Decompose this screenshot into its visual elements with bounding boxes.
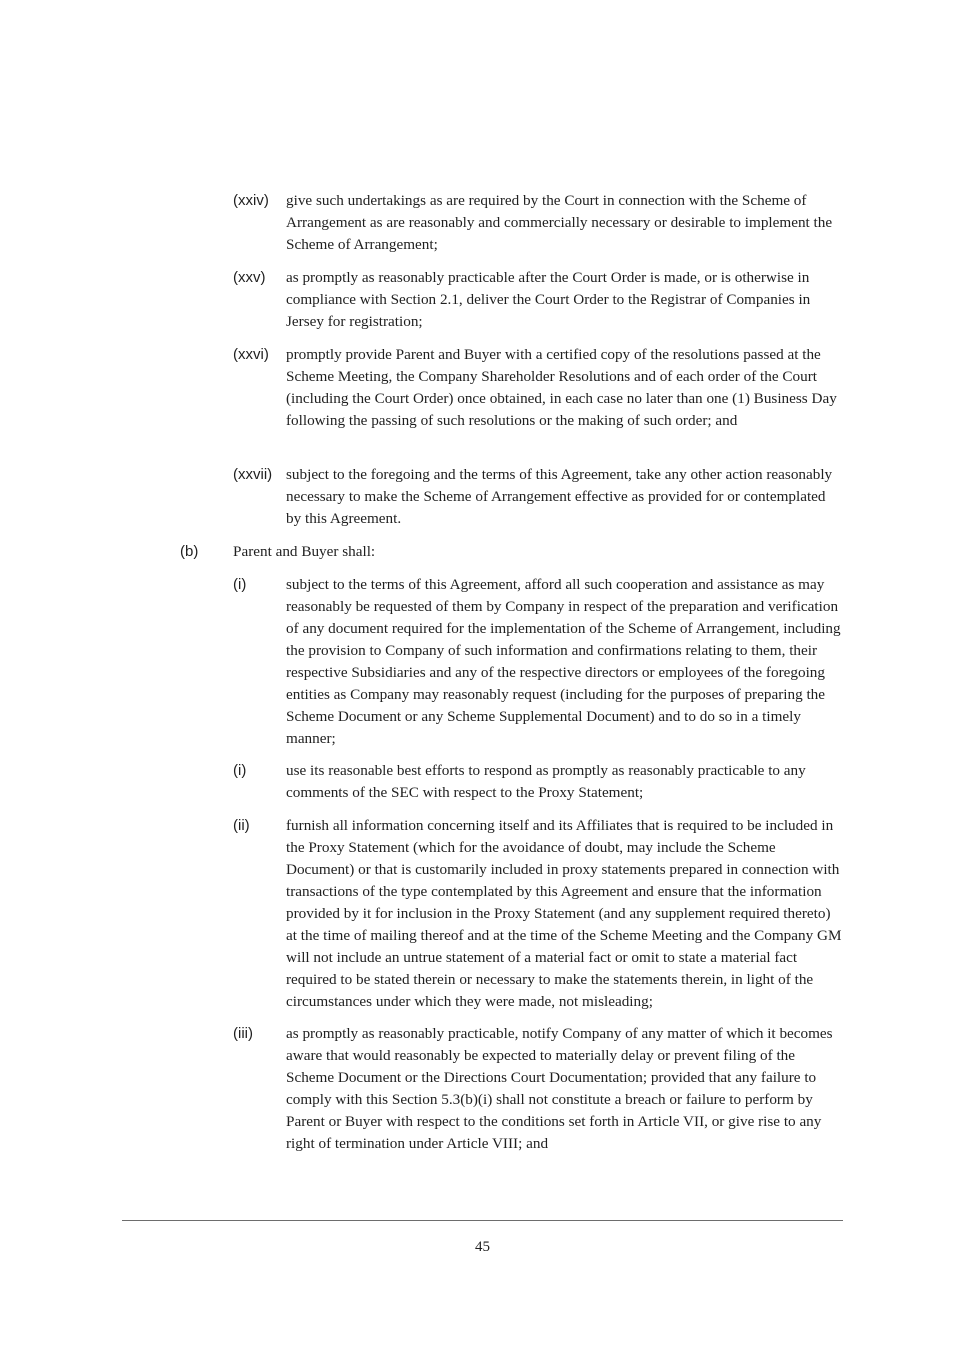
clause-label: (b) [180,543,199,560]
clause-label: (i) [233,576,247,593]
clause-label: (iii) [233,1025,253,1042]
page-number: 45 [475,1239,490,1255]
clause-text: give such undertakings as are required by the Court in connection with the Scheme of Arrangement as are reasonably and commercially necessary or desirable to implement the Scheme of Arrangement; [286,192,833,253]
clause-text: as promptly as reasonably practicable after the Court Order is made, or is otherwise in compliance with Section 2.1, deliver the Court Order to the Registrar of Companies in Jersey for registration; [286,269,811,330]
clause-text: furnish all information concerning itself and its Affiliates that is required to be included in the Proxy Statement (which for the avoidance of doubt, may include the Scheme Document) or that is customarily included in proxy statements prepared in connection with transactions of the type contemplated by this Agreement and ensure that the information provided by it for inclusion in the Proxy Statement (and any supplement required thereto) at the time of mailing thereof and at the time of the Scheme Meeting and the Company GM will not include an untrue statement of a material fact or omit to state a material fact required to be stated therein or necessary to make the statements therein, in light of the circumstances under which they were made, not misleading; [286,817,842,1010]
clause-label: (xxiv) [233,192,269,209]
clause-label: (xxvi) [233,346,269,363]
clause-text: as promptly as reasonably practicable, notify Company of any matter of which it becomes aware that would reasonably be expected to materially delay or prevent filing of the Scheme Document or the Directions Court Documentation; provided that any failure to comply with this Section 5.3(b)(i) shall not constitute a breach or failure to perform by Parent or Buyer with respect to the conditions set forth in Article VII, or give rise to any right of termination under Article VIII; and [286,1025,833,1152]
clause-text: subject to the terms of this Agreement, afford all such cooperation and assistance as may reasonably be requested of them by Company in respect of the preparation and verification of any document required for the implementation of the Scheme of Arrangement, including the provision to Company of such information and confirmations relating to them, their respective Subsidiaries and any of the respective directors or employees of the foregoing entities as Company may reasonably request (including for the purposes of preparing the Scheme Document or any Scheme Supplemental Document) and to do so in a timely manner; [286,576,841,747]
clause-label: (xxvii) [233,466,273,483]
footer-divider [122,1220,843,1221]
clause-label: (xxv) [233,269,266,286]
clause-text: promptly provide Parent and Buyer with a certified copy of the resolutions passed at the Scheme Meeting, the Company Shareholder Resolutions and of each order of the Court (including the Court Order) once obtained, in each case no later than one (1) Business Day following the passing of such resolutions or the making of such order; and [286,346,837,429]
clause-label: (ii) [233,817,250,834]
clause-text: Parent and Buyer shall: [233,543,376,560]
clause-text: use its reasonable best efforts to respond as promptly as reasonably practicable to any comments of the SEC with respect to the Proxy Statement; [286,762,806,801]
clause-text: subject to the foregoing and the terms of this Agreement, take any other action reasonably necessary to make the Scheme of Arrangement effective as provided for or contemplated by this Agreement. [286,466,833,527]
clause-label: (i) [233,762,247,779]
